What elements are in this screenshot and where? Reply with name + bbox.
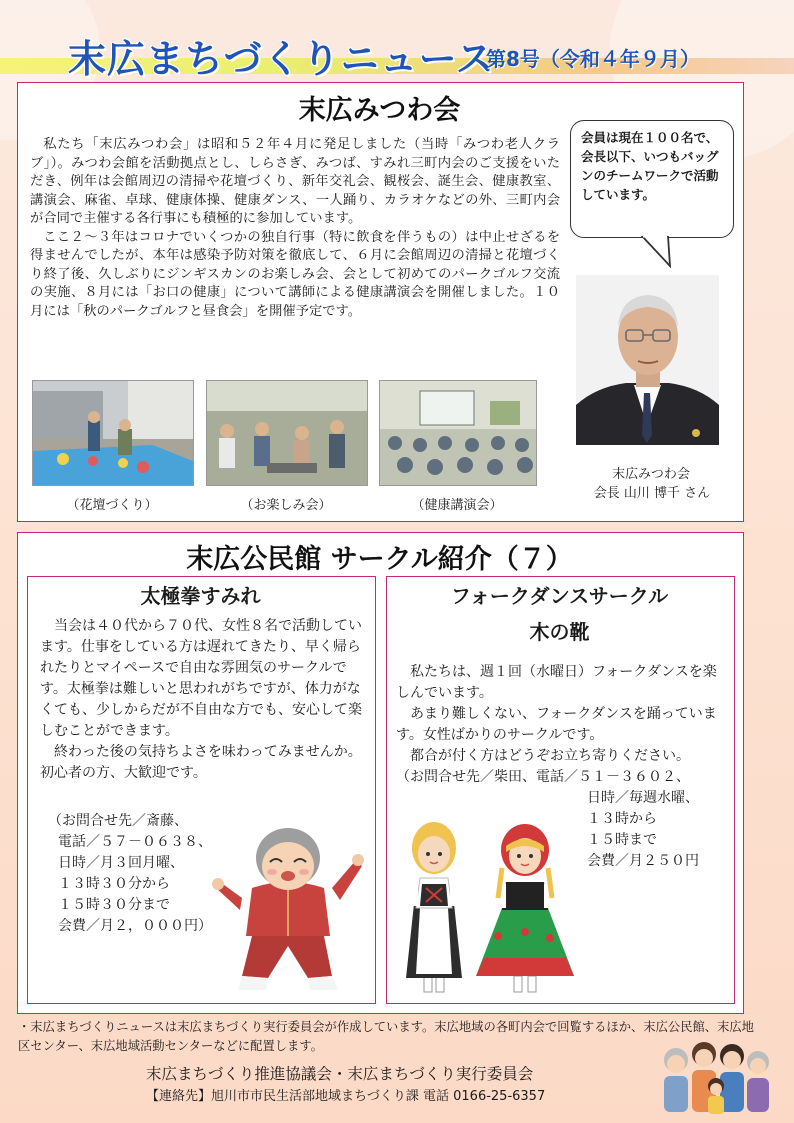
flowerbed-scene-icon xyxy=(33,381,193,485)
folkdance-paragraph-3: 都合が付く方はどうぞお立ち寄りください。 xyxy=(410,748,690,764)
photo-party xyxy=(206,380,368,486)
mitsuwa-paragraph-1: 私たち「末広みつわ会」は昭和５２年４月に発足しました（当時「みつわ老人クラブ」）。みつわ会館を活動拠点とし、しらさぎ、みつば、すみれ三町内会のご支援をいただき、例年は会館周辺の清掃や花壇づくり、新年交礼会、観桜会、誕生会、健康教室、講演会、麻雀、卓球、健康体操、健康ダンス、一人踊り、カラオケなどの外、三町内会が合同で主催する各行事にも積極的に参加しています。 xyxy=(30,137,560,226)
folkdance-contact-line: １３時から xyxy=(587,811,657,827)
speech-bubble: 会員は現在１００名で、会長以下、いつもバッグンのチームワークで活動しています。 xyxy=(570,120,734,238)
taichi-body xyxy=(40,616,365,784)
folkdance-contact-first: （お問合せ先／柴田、電話／５１－３６０２、 xyxy=(396,769,690,785)
caption-party: （お楽しみ会） xyxy=(240,498,332,513)
family-illustration-icon xyxy=(658,1036,778,1116)
folkdance-paragraph-2: あまり難しくない、フォークダンスを踊っています。女性ばかりのサークルです。 xyxy=(396,706,717,743)
circle-section-title: 末広公民館 サークル紹介（７） xyxy=(186,544,573,575)
folk-dancers-illustration-icon xyxy=(398,808,588,998)
portrait-org: 末広みつわ会 xyxy=(612,467,690,482)
taichi-contact-line: 会費／月２，０００円） xyxy=(58,918,212,934)
portrait-man-icon xyxy=(576,275,719,445)
newsletter-title: 末広まちづくりニュース xyxy=(68,37,495,81)
taichi-contact-line: 電話／５７－０６３８、 xyxy=(58,834,212,850)
folkdance-title: フォークダンスサークル xyxy=(450,584,669,608)
lecture-scene-icon xyxy=(380,381,536,485)
folkdance-paragraph-1: 私たちは、週１回（水曜日）フォークダンスを楽しんでいます。 xyxy=(396,664,717,701)
footer-note: ・末広まちづくりニュースは末広まちづくり実行委員会が作成しています。末広地域の各町内会で回覧するほか、末広公民館、末広地区センター、末広地域活動センターなどに配置します。 xyxy=(18,1020,754,1053)
portrait-name: 会長 山川 博千 さん xyxy=(593,486,711,501)
folkdance-subtitle: 木の靴 xyxy=(529,620,590,644)
mitsuwa-paragraph-2: ここ２～３年はコロナでいくつかの独自行事（特に飲食を伴うもの）は中止せざるを得ませんでしたが、本年は感染予防対策を徹底して、６月に会館周辺の清掃と花壇づくり終了後、久しぶりにジンギスカンのお楽しみ会、会として初めてのパークゴルフ交流の実施、８月には「お口の健康」について講師による健康講演会を開催しました。１０月には「秋のパークゴルフと昼食会」を開催予定です。 xyxy=(30,229,560,319)
party-scene-icon xyxy=(207,381,367,485)
caption-flowerbed: （花壇づくり） xyxy=(66,498,158,513)
folkdance-contact-line: 会費／月２５０円 xyxy=(587,853,699,869)
footer-contact: 【連絡先】旭川市市民生活部地域まちづくり課 電話 0166-25-6357 xyxy=(146,1089,546,1104)
photo-lecture xyxy=(379,380,537,486)
caption-lecture: （健康講演会） xyxy=(411,498,503,513)
taichi-paragraph-2: 終わった後の気持ちよさを味わってみませんか。初心者の方、大歓迎です。 xyxy=(40,744,362,781)
taichi-contact-line: １５時３０分まで xyxy=(58,897,170,913)
taichi-contact-line: １３時３０分から xyxy=(58,876,170,892)
folkdance-contact-line: 日時／毎週水曜、 xyxy=(587,790,699,806)
taichi-title: 太極拳すみれ xyxy=(140,584,261,608)
mitsuwa-title: 末広みつわ会 xyxy=(298,95,461,126)
photo-flowerbed xyxy=(32,380,194,486)
folkdance-contact-line: １５時まで xyxy=(587,832,657,848)
taichi-woman-illustration-icon xyxy=(212,818,364,998)
footer-organization: 末広まちづくり推進協議会・末広まちづくり実行委員会 xyxy=(146,1065,534,1083)
folkdance-contact xyxy=(587,788,727,872)
taichi-paragraph-1: 当会は４０代から７０代、女性８名で活動しています。仕事をしている方は遅れてきたり、早く帰られたりとマイペースで自由な雰囲気のサークルです。太極拳は難しいと思われがちですが、体力がなくても、少しからだが不自由な方でも、安心して楽しむことができます。 xyxy=(40,618,362,739)
president-portrait xyxy=(576,275,719,445)
issue-number: 第8号（令和４年９月） xyxy=(486,47,700,71)
speech-bubble-tail-icon xyxy=(640,236,680,268)
mitsuwa-body xyxy=(30,136,560,321)
taichi-contact-line: 日時／月３回月曜、 xyxy=(58,855,184,871)
folkdance-body xyxy=(396,662,726,788)
taichi-contact-line: （お問合せ先／斎藤、 xyxy=(48,813,188,829)
